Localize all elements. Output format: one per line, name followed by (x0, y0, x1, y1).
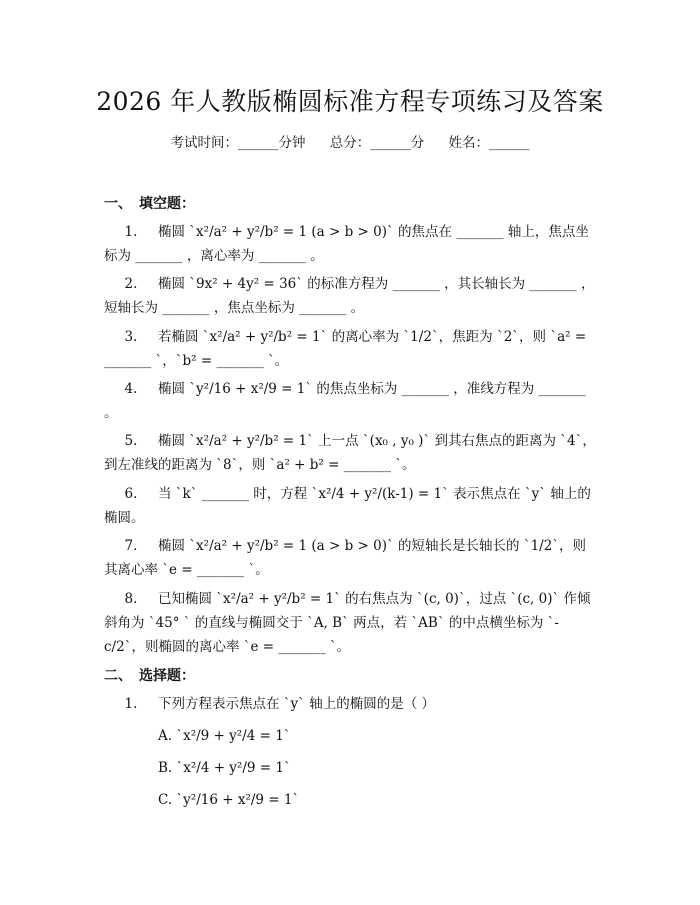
question-number: 4. (124, 381, 138, 397)
question-text: 椭圆 `9x² + 4y² = 36` 的标准方程为 _______ ，其长轴长为 _______ ，短轴长为 _______ ，焦点坐标为 _______ 。 (104, 276, 595, 316)
exam-time: 考试时间：______分钟 (170, 135, 306, 151)
question-text: 下列方程表示焦点在 `y` 轴上的椭圆的是（ ） (158, 696, 435, 712)
exam-meta (0, 131, 700, 151)
page-title: 2026 年人教版椭圆标准方程专项练习及答案 (96, 87, 604, 116)
choice-option-c: C. `y²/16 + x²/9 = 1` (158, 792, 300, 808)
question-number: 3. (124, 329, 138, 345)
exam-name: 姓名：______ (448, 135, 530, 151)
question-item (104, 272, 599, 320)
section-heading-fill-in: 一、 填空题： (104, 196, 195, 212)
question-text: 已知椭圆 `x²/a² + y²/b² = 1` 的右焦点为 `(c, 0)`，过点 `(c, 0)` 作倾斜角为 `45° ` 的直线与椭圆交于 `A, B` 两点，若 `AB` 的中点横坐标为 `-c/2`，则椭圆的离心率 `e = _______ `。 (104, 591, 591, 655)
question-text: 椭圆 `x²/a² + y²/b² = 1` 上一点 `(x₀ , y₀ )` 到其右焦点的距离为 `4`，到左准线的距离为 `8`，则 `a² + b² = _______ `。 (104, 433, 596, 473)
exam-score: 总分：______分 (329, 135, 425, 151)
question-number: 6. (124, 486, 138, 502)
question-item (104, 325, 599, 373)
question-text: 椭圆 `x²/a² + y²/b² = 1 (a > b > 0)` 的焦点在 _______ 轴上，焦点坐标为 _______ ，离心率为 _______ 。 (104, 224, 589, 264)
question-number: 1. (124, 224, 138, 240)
question-item (104, 482, 599, 530)
question-item (104, 429, 599, 477)
question-number: 5. (124, 433, 138, 449)
question-number: 8. (124, 591, 138, 607)
question-item (104, 534, 599, 582)
section-heading-multiple-choice: 二、 选择题： (104, 668, 195, 684)
question-number: 1. (124, 696, 138, 712)
question-text: 椭圆 `x²/a² + y²/b² = 1 (a > b > 0)` 的短轴长是长轴长的 `1/2`，则其离心率 `e = _______ `。 (104, 538, 587, 578)
question-item (104, 377, 599, 425)
question-text: 若椭圆 `x²/a² + y²/b² = 1` 的离心率为 `1/2`，焦距为 `2`，则 `a² = _______ `，`b² = _______ `。 (104, 329, 587, 369)
choice-option-b: B. `x²/4 + y²/9 = 1` (158, 760, 291, 776)
question-item (104, 220, 599, 268)
question-item (104, 692, 599, 716)
question-number: 2. (124, 276, 138, 292)
choice-option-a: A. `x²/9 + y²/4 = 1` (158, 728, 291, 744)
question-text: 当 `k` _______ 时，方程 `x²/4 + y²/(k-1) = 1` 表示焦点在 `y` 轴上的椭圆。 (104, 486, 591, 526)
question-number: 7. (124, 538, 138, 554)
question-item (104, 587, 599, 659)
question-text: 椭圆 `y²/16 + x²/9 = 1` 的焦点坐标为 _______ ，准线方程为 _______ 。 (104, 381, 586, 421)
